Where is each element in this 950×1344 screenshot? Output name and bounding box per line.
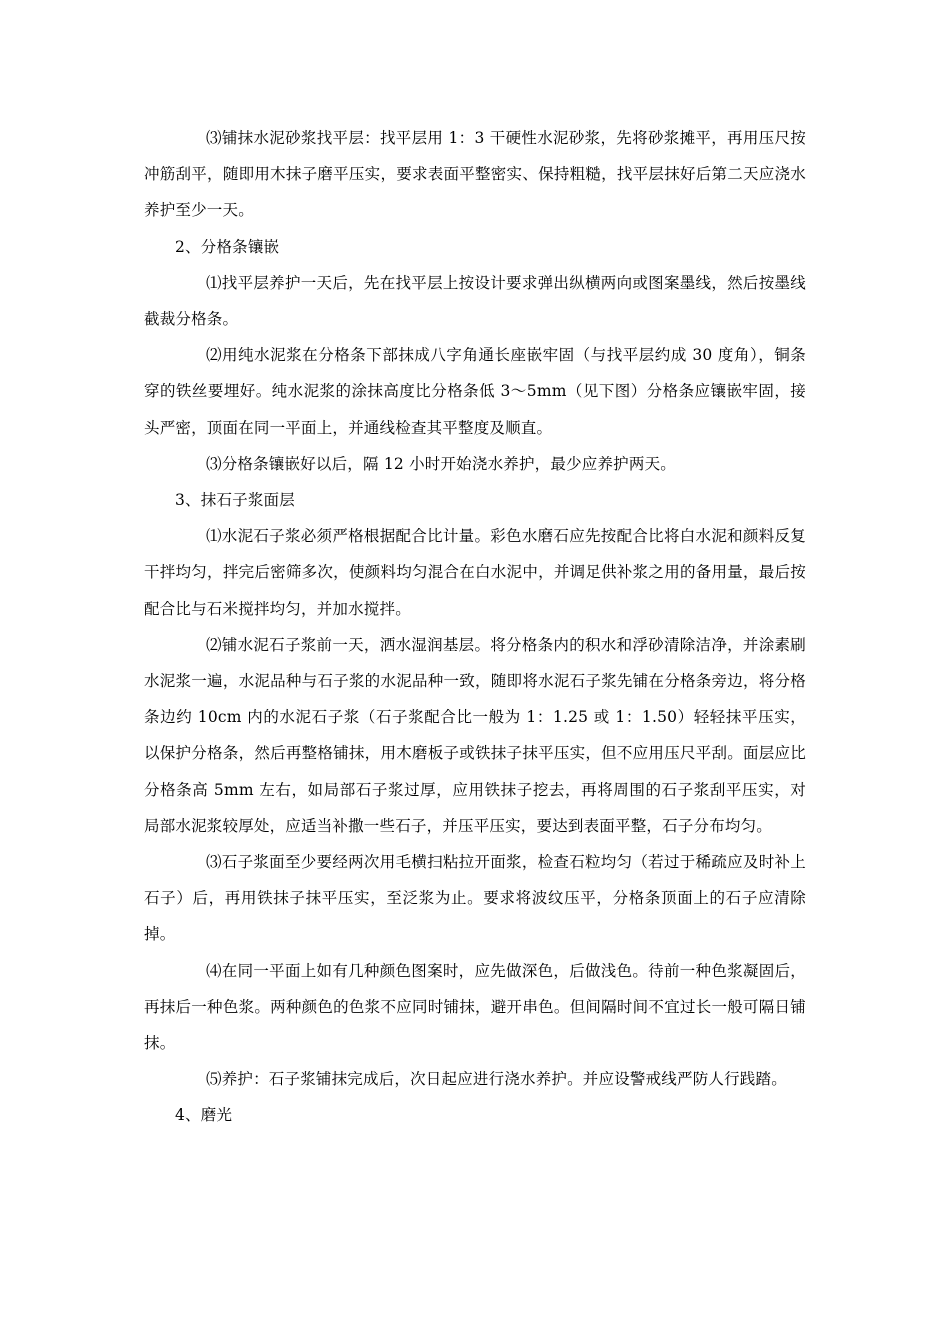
paragraph-divider-step-3: ⑶分格条镶嵌好以后，隔 12 小时开始浇水养护，最少应养护两天。 [206, 454, 676, 473]
paragraph-divider-step-2: ⑵用纯水泥浆在分格条下部抹成八字角通长座嵌牢固（与找平层约成 30 度角），铜条穿的铁丝要埋好。纯水泥浆的涂抹高度比分格条低 3～5mm（见下图）分格条应镶嵌牢固，接头严密，顶面在同一平面上，并通线检查其平整度及顺直。 [144, 346, 806, 437]
paragraph-terrazzo-step-5: ⑸养护：石子浆铺抹完成后，次日起应进行浇水养护。并应设警戒线严防人行践踏。 [206, 1070, 787, 1089]
section-heading-divider-strip: 2、分格条镶嵌 [175, 237, 280, 256]
paragraph-terrazzo-step-2: ⑵铺水泥石子浆前一天，洒水湿润基层。将分格条内的积水和浮砂清除洁净，并涂素刷水泥浆一遍，水泥品种与石子浆的水泥品种一致，随即将水泥石子浆先铺在分格条旁边，将分格条边约 10cm 内的水泥石子浆（石子浆配合比一般为 1：1.25 或 1：1.50）轻轻抹平压实，以保护分格条，然后再整格铺抹，用木磨板子或铁抹子抹平压实，但不应用压尺平刮。面层应比分格条高 5mm 左右，如局部石子浆过厚，应用铁抹子挖去，再将周围的石子浆刮平压实，对局部水泥浆较厚处，应适当补撒一些石子，并压平压实，要达到表面平整，石子分布均匀。 [144, 635, 806, 835]
document-body [144, 120, 806, 1134]
paragraph-terrazzo-step-3: ⑶石子浆面至少要经两次用毛横扫粘拉开面浆，检查石粒均匀（若过于稀疏应及时补上石子）后，再用铁抹子抹平压实，至泛浆为止。要求将波纹压平，分格条顶面上的石子应清除掉。 [144, 853, 806, 944]
section-heading-terrazzo-layer: 3、抹石子浆面层 [175, 491, 295, 510]
paragraph-terrazzo-step-4: ⑷在同一平面上如有几种颜色图案时，应先做深色，后做浅色。待前一种色浆凝固后，再抹后一种色浆。两种颜色的色浆不应同时铺抹，避开串色。但间隔时间不宜过长一般可隔日铺抹。 [144, 961, 806, 1053]
paragraph-leveling-layer: ⑶铺抹水泥砂浆找平层：找平层用 1：3 干硬性水泥砂浆，先将砂浆摊平，再用压尺按冲筋刮平，随即用木抹子磨平压实，要求表面平整密实、保持粗糙，找平层抹好后第二天应浇水养护至少一天。 [144, 129, 806, 220]
paragraph-terrazzo-step-1: ⑴水泥石子浆必须严格根据配合比计量。彩色水磨石应先按配合比将白水泥和颜料反复干拌均匀，拌完后密筛多次，使颜料均匀混合在白水泥中，并调足供补浆之用的备用量，最后按配合比与石米搅拌均匀，并加水搅拌。 [144, 527, 806, 618]
section-heading-polishing: 4、磨光 [175, 1106, 233, 1125]
paragraph-divider-step-1: ⑴找平层养护一天后，先在找平层上按设计要求弹出纵横两向或图案墨线，然后按墨线截裁分格条。 [144, 273, 806, 329]
